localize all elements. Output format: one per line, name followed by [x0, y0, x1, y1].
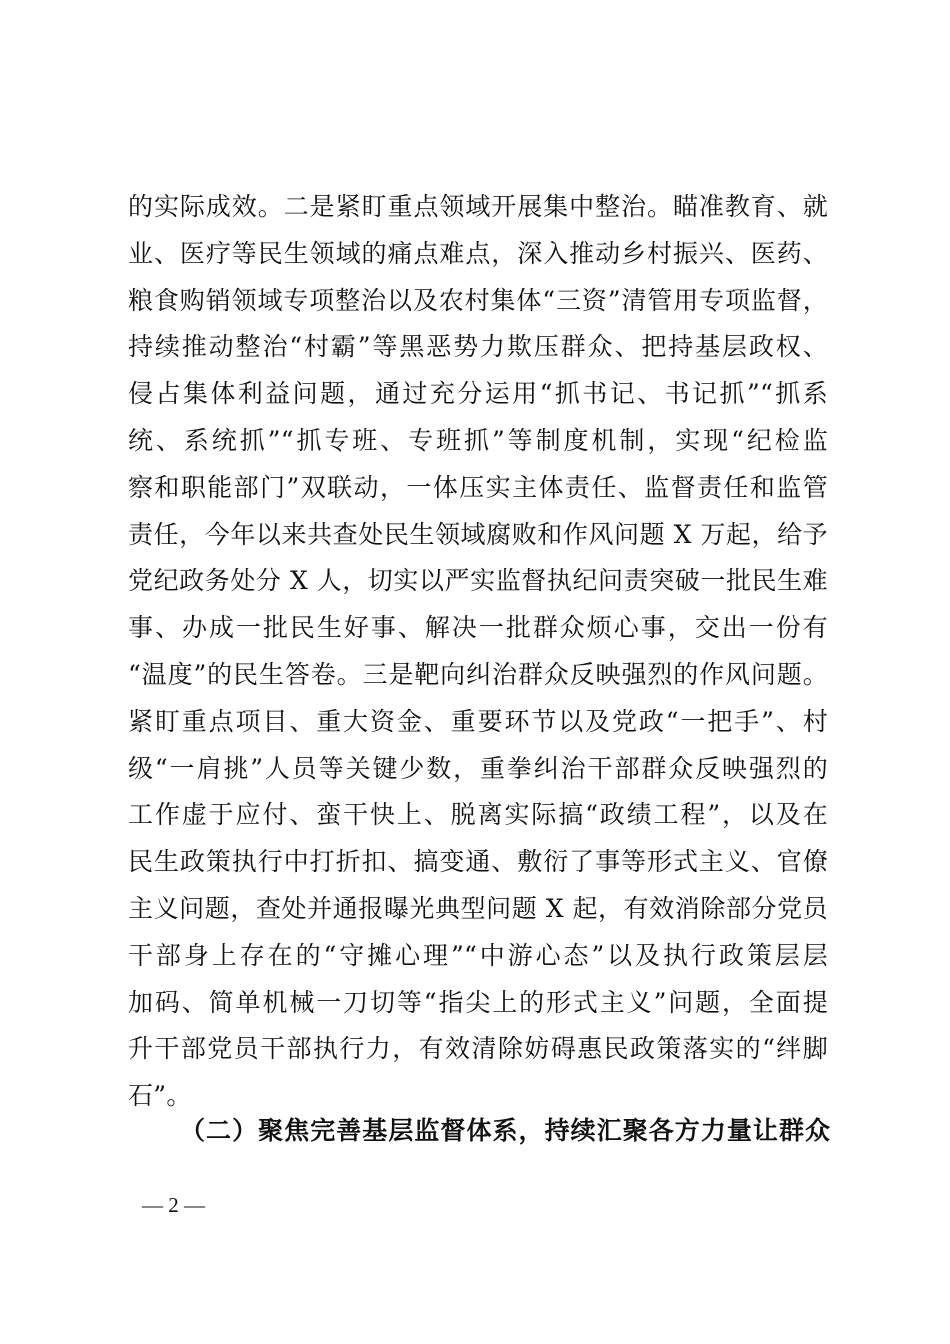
text-line: 石”。: [128, 1081, 192, 1111]
text-line: 事、办成一批民生好事、解决一批群众烦心事，交出一份有: [128, 613, 828, 643]
text-line: 察和职能部门”双联动，一体压实主体责任、监督责任和监管: [128, 472, 828, 502]
text-line: 的实际成效。二是紧盯重点领域开展集中整治。瞄准教育、就: [128, 192, 828, 221]
text-line: 升干部党员干部执行力，有效清除妨碍惠民政策落实的“绊脚: [128, 1034, 828, 1064]
text-line: 统、系统抓”“抓专班、专班抓”等制度机制，实现“纪检监: [128, 425, 828, 455]
text-line: 工作虚于应付、蛮干快上、脱离实际搞“政绩工程”，以及在: [128, 800, 828, 830]
text-line: 主义问题，查处并通报曝光典型问题 X 起，有效消除部分党员: [128, 893, 828, 923]
text-line: 党纪政务处分 X 人，切实以严实监督执纪问责突破一批民生难: [128, 566, 828, 596]
page-number: — 2 —: [142, 1193, 205, 1217]
text-line: 级“一肩挑”人员等关键少数，重拳纠治干部群众反映强烈的: [128, 753, 828, 783]
text-line: 业、医疗等民生领域的痛点难点，深入推动乡村振兴、医药、: [128, 238, 828, 268]
text-line: 责任，今年以来共查处民生领域腐败和作风问题 X 万起，给予: [128, 519, 828, 549]
body-paragraph: [128, 184, 828, 1120]
text-line: 侵占集体利益问题，通过充分运用“抓书记、书记抓”“抓系: [128, 379, 828, 409]
text-line: 加码、简单机械一刀切等“指尖上的形式主义”问题，全面提: [128, 987, 828, 1017]
text-line: 持续推动整治“村霸”等黑恶势力欺压群众、把持基层政权、: [128, 332, 828, 362]
section-heading: （二）聚焦完善基层监督体系，持续汇聚各方力量让群众: [180, 1116, 830, 1145]
text-line: 民生政策执行中打折扣、搞变通、敷衍了事等形式主义、官僚: [128, 847, 828, 877]
text-line: 干部身上存在的“守摊心理”“中游心态”以及执行政策层层: [128, 940, 828, 970]
text-line: “温度”的民生答卷。三是靶向纠治群众反映强烈的作风问题。: [128, 659, 828, 689]
text-line: 紧盯重点项目、重大资金、重要环节以及党政“一把手”、村: [128, 706, 828, 736]
text-line: 粮食购销领域专项整治以及农村集体“三资”清管用专项监督，: [128, 285, 828, 315]
